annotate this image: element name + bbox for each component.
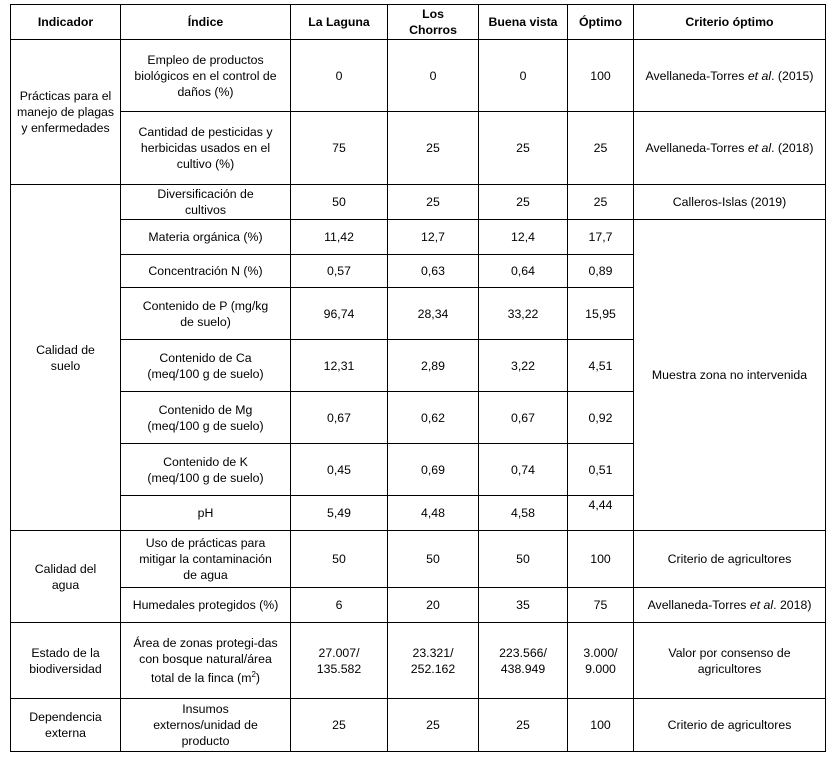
criterio-cell — [634, 588, 826, 623]
group-agua: Calidad del agua — [11, 531, 121, 623]
buena-vista-cell: 3,22 — [479, 340, 568, 392]
indice-cell: Contenido de P (mg/kg de suelo) — [121, 288, 291, 340]
los-chorros-cell: 28,34 — [388, 288, 479, 340]
buena-vista-cell: 25 — [479, 112, 568, 185]
buena-vista-cell: 12,4 — [479, 220, 568, 255]
la-laguna-cell: 75 — [291, 112, 388, 185]
optimo-cell: 15,95 — [568, 288, 634, 340]
suelo-criterio-cell: Muestra zona no intervenida — [634, 220, 826, 531]
la-laguna-cell: 27.007/ 135.582 — [291, 623, 388, 699]
optimo-cell: 0,89 — [568, 255, 634, 288]
indice-close: ) — [255, 671, 261, 686]
criterio-year: . (2018) — [771, 141, 814, 155]
criterio-etal: et al — [747, 68, 772, 83]
criterio-etal: et al — [747, 141, 772, 155]
optimo-cell: 17,7 — [568, 220, 634, 255]
header-la-laguna: La Laguna — [291, 5, 388, 40]
buena-vista-cell: 35 — [479, 588, 568, 623]
los-chorros-cell: 20 — [388, 588, 479, 623]
optimo-cell: 3.000/ 9.000 — [568, 623, 634, 699]
indice-cell: Empleo de productos biológicos en el control de daños (%) — [121, 40, 291, 112]
criterio-cell: Valor por consenso de agricultores — [634, 623, 826, 699]
indice-text: Área de zonas protegi-das con bosque natural/área total de la finca (m — [133, 635, 278, 686]
header-los-chorros: Los Chorros — [388, 5, 479, 40]
la-laguna-cell: 50 — [291, 531, 388, 588]
buena-vista-cell: 223.566/ 438.949 — [479, 623, 568, 699]
table-row — [11, 623, 826, 699]
group-plagas: Prácticas para el manejo de plagas y enfermedades — [11, 40, 121, 185]
la-laguna-cell: 0,57 — [291, 255, 388, 288]
los-chorros-cell: 2,89 — [388, 340, 479, 392]
indice-cell: Humedales protegidos (%) — [121, 588, 291, 623]
optimo-cell: 4,44 — [568, 496, 634, 531]
criterio-text: Avellaneda-Torres — [647, 598, 750, 612]
criterio-etal: et al — [749, 598, 774, 612]
la-laguna-cell: 0 — [291, 40, 388, 112]
los-chorros-cell: 0,69 — [388, 444, 479, 496]
los-chorros-cell: 50 — [388, 531, 479, 588]
buena-vista-cell: 50 — [479, 531, 568, 588]
criterio-cell — [634, 112, 826, 185]
indice-cell: Diversificación de cultivos — [121, 185, 291, 220]
la-laguna-cell: 11,42 — [291, 220, 388, 255]
indice-cell: Contenido de Ca (meq/100 g de suelo) — [121, 340, 291, 392]
buena-vista-cell: 0,74 — [479, 444, 568, 496]
indice-cell: Contenido de Mg (meq/100 g de suelo) — [121, 392, 291, 444]
la-laguna-cell: 0,45 — [291, 444, 388, 496]
los-chorros-cell: 25 — [388, 112, 479, 185]
buena-vista-cell: 33,22 — [479, 288, 568, 340]
header-optimo: Óptimo — [568, 5, 634, 40]
table-row — [11, 588, 826, 623]
indice-cell: Concentración N (%) — [121, 255, 291, 288]
optimo-cell: 100 — [568, 699, 634, 752]
criterio-text: Avellaneda-Torres — [645, 68, 748, 83]
los-chorros-cell: 0,62 — [388, 392, 479, 444]
los-chorros-cell: 4,48 — [388, 496, 479, 531]
header-row — [11, 5, 826, 40]
optimo-cell: 4,51 — [568, 340, 634, 392]
los-chorros-cell: 25 — [388, 185, 479, 220]
buena-vista-cell: 0,67 — [479, 392, 568, 444]
optimo-cell: 25 — [568, 112, 634, 185]
optimo-cell: 100 — [568, 40, 634, 112]
indicator-table — [10, 4, 826, 752]
criterio-cell: Calleros-Islas (2019) — [634, 185, 826, 220]
indice-cell: Materia orgánica (%) — [121, 220, 291, 255]
indice-cell: Cantidad de pesticidas y herbicidas usados en el cultivo (%) — [121, 112, 291, 185]
los-chorros-cell: 25 — [388, 699, 479, 752]
header-indice: Índice — [121, 5, 291, 40]
los-chorros-cell: 12,7 — [388, 220, 479, 255]
indice-cell: Contenido de K (meq/100 g de suelo) — [121, 444, 291, 496]
header-indicador: Indicador — [11, 5, 121, 40]
criterio-cell: Criterio de agricultores — [634, 531, 826, 588]
la-laguna-cell: 5,49 — [291, 496, 388, 531]
buena-vista-cell: 25 — [479, 699, 568, 752]
la-laguna-cell: 0,67 — [291, 392, 388, 444]
table-row — [11, 40, 826, 112]
la-laguna-cell: 25 — [291, 699, 388, 752]
buena-vista-cell: 0,64 — [479, 255, 568, 288]
buena-vista-cell: 0 — [479, 40, 568, 112]
criterio-text: Avellaneda-Torres — [645, 141, 748, 155]
optimo-cell: 75 — [568, 588, 634, 623]
la-laguna-cell: 50 — [291, 185, 388, 220]
header-buena-vista: Buena vista — [479, 5, 568, 40]
los-chorros-cell: 23.321/ 252.162 — [388, 623, 479, 699]
table-row — [11, 112, 826, 185]
la-laguna-cell: 96,74 — [291, 288, 388, 340]
optimo-cell: 100 — [568, 531, 634, 588]
table-row — [11, 699, 826, 752]
group-biodiversidad: Estado de la biodiversidad — [11, 623, 121, 699]
criterio-cell: Criterio de agricultores — [634, 699, 826, 752]
criterio-year: . (2015) — [771, 68, 814, 83]
la-laguna-cell: 12,31 — [291, 340, 388, 392]
criterio-cell — [634, 40, 826, 112]
buena-vista-cell: 25 — [479, 185, 568, 220]
los-chorros-cell: 0,63 — [388, 255, 479, 288]
superscript-2: 2 — [251, 669, 256, 679]
indice-cell — [121, 623, 291, 699]
indice-cell: pH — [121, 496, 291, 531]
table-row — [11, 185, 826, 220]
group-dependencia: Dependencia externa — [11, 699, 121, 752]
header-criterio: Criterio óptimo — [634, 5, 826, 40]
los-chorros-cell: 0 — [388, 40, 479, 112]
table-row — [11, 531, 826, 588]
optimo-cell: 25 — [568, 185, 634, 220]
indice-cell: Insumos externos/unidad de producto — [121, 699, 291, 752]
optimo-cell: 0,51 — [568, 444, 634, 496]
indice-cell: Uso de prácticas para mitigar la contaminación de agua — [121, 531, 291, 588]
la-laguna-cell: 6 — [291, 588, 388, 623]
group-suelo: Calidad de suelo — [11, 185, 121, 531]
optimo-cell: 0,92 — [568, 392, 634, 444]
criterio-year: . 2018) — [773, 598, 812, 612]
table-row — [11, 220, 826, 255]
buena-vista-cell: 4,58 — [479, 496, 568, 531]
